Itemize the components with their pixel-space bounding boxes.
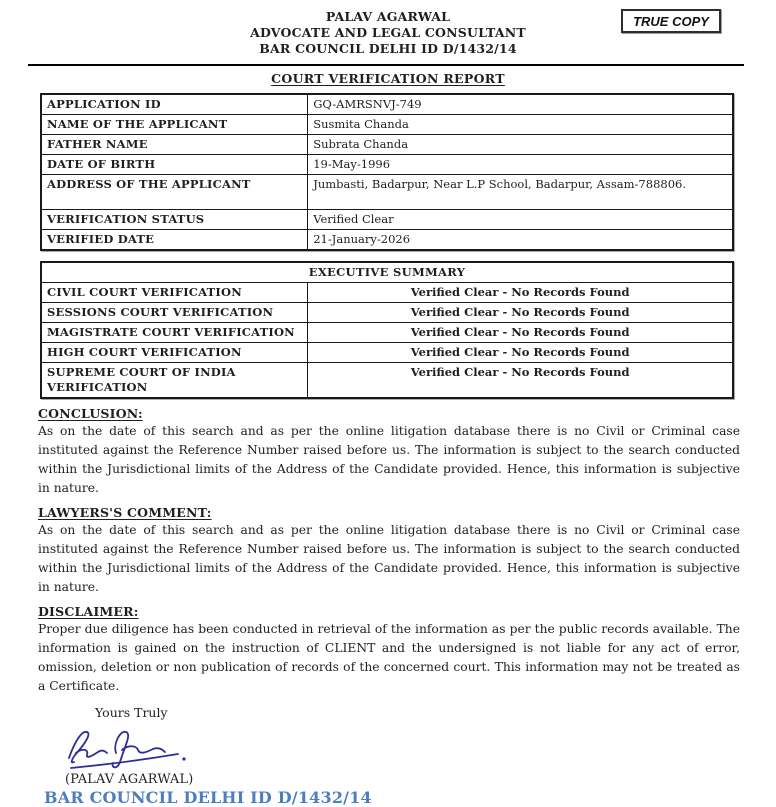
row-value: Verified Clear - No Records Found (308, 283, 733, 303)
row-label: MAGISTRATE COURT VERIFICATION (41, 323, 308, 343)
row-label: SUPREME COURT OF INDIA VERIFICATION (41, 363, 308, 399)
lawyers-comment-section (38, 505, 740, 597)
row-value: 19-May-1996 (308, 155, 733, 175)
table-row (41, 283, 733, 303)
row-label: HIGH COURT VERIFICATION (41, 343, 308, 363)
row-value: Verified Clear - No Records Found (308, 323, 733, 343)
advocate-name: PALAV AGARWAL (325, 9, 451, 24)
bar-council-id-header: BAR COUNCIL DELHI ID D/1432/14 (259, 41, 517, 56)
handwritten-signature-icon (62, 722, 202, 772)
disclaimer-section (38, 604, 740, 696)
row-label: DATE OF BIRTH (41, 155, 308, 175)
signatory-name: (PALAV AGARWAL) (65, 772, 194, 787)
table-row (41, 155, 733, 175)
header-divider (28, 64, 744, 66)
row-value: Jumbasti, Badarpur, Near L.P School, Badarpur, Assam-788806. (308, 175, 733, 210)
row-value: Verified Clear (308, 210, 733, 230)
row-label: CIVIL COURT VERIFICATION (41, 283, 308, 303)
row-value: Subrata Chanda (308, 135, 733, 155)
row-label: APPLICATION ID (41, 94, 308, 115)
true-copy-stamp (621, 9, 721, 33)
signature (62, 722, 776, 772)
bar-council-id-footer: BAR COUNCIL DELHI ID D/1432/14 (44, 788, 372, 807)
table-row (41, 210, 733, 230)
row-value: Verified Clear - No Records Found (308, 343, 733, 363)
executive-summary-title: EXECUTIVE SUMMARY (41, 262, 733, 283)
true-copy-stamp-label: TRUE COPY (633, 13, 709, 29)
row-value: Susmita Chanda (308, 115, 733, 135)
conclusion-section (38, 406, 740, 498)
table-row (41, 363, 733, 399)
row-label: VERIFIED DATE (41, 230, 308, 251)
row-value: GQ-AMRSNVJ-749 (308, 94, 733, 115)
executive-summary-table (40, 261, 734, 399)
row-label: ADDRESS OF THE APPLICANT (41, 175, 308, 210)
lawyers-comment-body: As on the date of this search and as per the online litigation database there is no Civil or Criminal case instituted against the Reference Number raised before us. The information is subject to the search conducted within the Jurisdictional limits of the Address of the Candidate provided. Hence, this information is subjective in nature. (38, 523, 740, 594)
page-title: COURT VERIFICATION REPORT (271, 71, 505, 86)
row-value: 21-January-2026 (308, 230, 733, 251)
conclusion-heading: CONCLUSION: (38, 406, 143, 421)
table-row (41, 230, 733, 251)
table-row (41, 135, 733, 155)
lawyers-comment-heading: LAWYERS'S COMMENT: (38, 505, 212, 520)
applicant-details-table (40, 93, 734, 251)
table-row (41, 94, 733, 115)
salutation: Yours Truly (95, 705, 168, 720)
disclaimer-heading: DISCLAIMER: (38, 604, 139, 619)
table-row (41, 303, 733, 323)
table-row (41, 343, 733, 363)
row-label: VERIFICATION STATUS (41, 210, 308, 230)
row-label: SESSIONS COURT VERIFICATION (41, 303, 308, 323)
row-value: Verified Clear - No Records Found (308, 303, 733, 323)
row-value: Verified Clear - No Records Found (308, 363, 733, 399)
table-row (41, 175, 733, 210)
table-row (41, 323, 733, 343)
row-label: FATHER NAME (41, 135, 308, 155)
row-label: NAME OF THE APPLICANT (41, 115, 308, 135)
table-row (41, 115, 733, 135)
disclaimer-body: Proper due diligence has been conducted in retrieval of the information as per the public records available. The information is gained on the instruction of CLIENT and the undersigned is not liable for any act of error, omission, deletion or non publication of records of the concerned court. This information may not be treated as a Certificate. (38, 622, 740, 693)
advocate-designation: ADVOCATE AND LEGAL CONSULTANT (250, 25, 526, 40)
executive-summary-header-row (41, 262, 733, 283)
conclusion-body: As on the date of this search and as per the online litigation database there is no Civil or Criminal case instituted against the Reference Number raised before us. The information is subject to the search conducted within the Jurisdictional limits of the Address of the Candidate provided. Hence, this information is subjective in nature. (38, 424, 740, 495)
